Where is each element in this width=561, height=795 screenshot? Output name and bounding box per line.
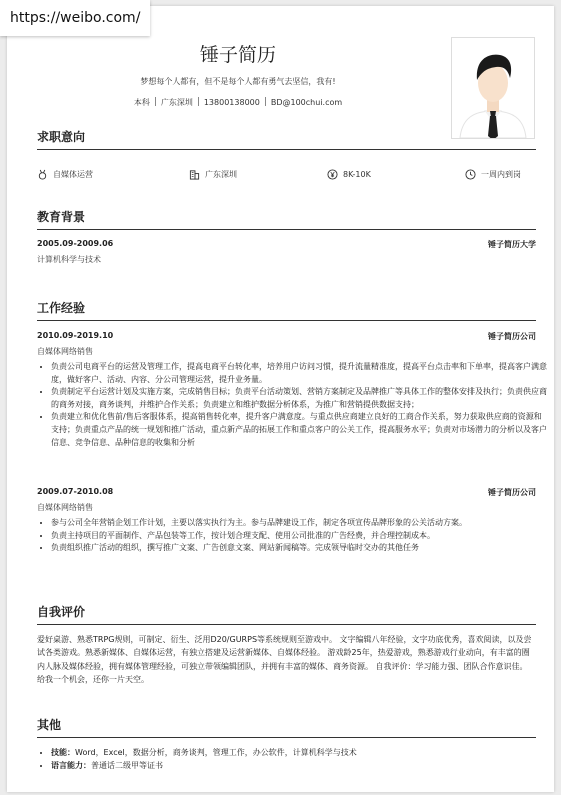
contact-phone: 13800138000	[203, 98, 260, 107]
list-item: • 负责建立和优化售前/售后客服体系，提高销售转化率，提升客户满意度。与重点供应商建立良好的工商合作关系，努力获取供应商的资源和支持；负责重点产品的统一规划和推广活动，重点新产品的拓展工作和重点客户的公关工作，提高服务水平；负责对市场潜力的分析以及客户信息、竞争信息、品种信息的收集和分析	[51, 411, 547, 449]
contact-line	[7, 97, 469, 108]
building-icon	[189, 169, 200, 180]
medal-icon	[37, 169, 48, 180]
intent-city	[189, 169, 237, 180]
divider	[155, 97, 156, 106]
self-eval-section	[37, 603, 536, 625]
job-date: 2009.07-2010.08	[37, 487, 114, 496]
clock-icon	[465, 169, 476, 180]
job-company: 锤子简历公司	[488, 488, 536, 497]
intent-arrival-text: 一周内到岗	[481, 170, 521, 179]
section-title: 求职意向	[37, 128, 536, 150]
other-list	[37, 747, 547, 772]
job-role: 自媒体网络销售	[37, 347, 93, 356]
avatar-icon	[452, 38, 534, 138]
intent-salary-text: 8K-10K	[343, 170, 371, 179]
intent-job-text: 自媒体运营	[53, 170, 93, 179]
job-row	[37, 487, 536, 496]
education-row	[37, 239, 536, 248]
work-section	[37, 299, 536, 321]
education-school: 锤子简历大学	[488, 240, 536, 249]
education-date: 2005.09-2009.06	[37, 239, 114, 248]
divider	[198, 97, 199, 106]
url-watermark: https://weibo.com/	[0, 0, 150, 36]
contact-degree: 本科	[133, 98, 150, 107]
intent-city-text: 广东深圳	[205, 170, 237, 179]
education-major: 计算机科学与技术	[37, 255, 101, 264]
other-section	[37, 716, 536, 738]
skill-label: 技能：	[51, 748, 75, 757]
divider	[265, 97, 266, 106]
list-item	[51, 747, 547, 760]
job-bullets	[37, 517, 547, 555]
list-item: • 负责制定平台运营计划及实施方案，完成销售目标；负责平台活动策划、营销方案制定及品牌推广等具体工作的整体安排及执行；负责供应商的商务对接，商务谈判，并维护合作关系；负责建立和维护数据分析体系，为推广和营销提供数据支持；	[51, 386, 547, 411]
skill-text: Word，Excel，数据分析，商务谈判，管理工作，办公软件，计算机科学与技术	[75, 748, 357, 757]
job-company: 锤子简历公司	[488, 332, 536, 341]
list-item: • 负责公司电商平台的运营及管理工作，提高电商平台转化率，培养用户访问习惯，提升流量精准度，提高平台点击率和下单率，提高客户满意度，做好客户、活动、内容、分公司管理运营，提升业务量。	[51, 361, 547, 386]
intent-section	[37, 128, 536, 150]
list-item: • 参与公司全年营销企划工作计划，主要以落实执行为主。参与品牌建设工作，制定各项宣传品牌形象的公关活动方案。	[51, 517, 547, 530]
section-title: 自我评价	[37, 603, 536, 625]
self-eval-text: 爱好桌游、熟悉TRPG规则，可制定、衍生、泛用D20/GURPS等系统规则至游戏中。 文字编辑八年经验，文字功底优秀，喜欢阅读，以及尝试各类游戏。熟悉新媒体、自媒体运营，有独立搭建及运营新媒体、自媒体经验。 游戏龄25年，热爱游戏，熟悉游戏行业动向，有丰富的圈内人脉及媒体经验，拥有媒体管理经验，可独立带领编辑团队，并拥有丰富的媒体、商务资源。 自我评价：学习能力强、团队合作意识佳。 给我一个机会，还你一片天空。	[37, 635, 532, 685]
list-item: • 负责组织推广活动的组织，撰写推广文案、广告创意文案、网站新闻稿等。完成领导临时交办的其他任务	[51, 542, 547, 555]
contact-email: BD@100chui.com	[270, 98, 343, 107]
language-text: 普通话二级甲等证书	[91, 760, 163, 770]
contact-location: 广东深圳	[160, 98, 193, 107]
section-title: 其他	[37, 716, 536, 738]
resume-motto: 梦想每个人都有，但不是每个人都有勇气去坚信，我有!	[140, 77, 336, 86]
intent-job	[37, 169, 93, 180]
section-title: 教育背景	[37, 208, 536, 230]
list-item	[51, 760, 547, 773]
job-bullets	[37, 361, 547, 449]
intent-arrival	[465, 169, 521, 180]
resume-name: 锤子简历	[199, 44, 276, 66]
job-row	[37, 331, 536, 340]
education-section	[37, 208, 536, 230]
intent-salary	[327, 169, 371, 180]
resume-page	[7, 6, 554, 792]
list-item: • 负责主持项目的平面制作、产品包装等工作，按计划合理支配、使用公司批准的广告经费，并合理控制成本。	[51, 530, 547, 543]
job-role: 自媒体网络销售	[37, 503, 93, 512]
yen-icon	[327, 169, 338, 180]
language-label: 语言能力：	[51, 760, 91, 770]
avatar-photo	[451, 37, 535, 139]
section-title: 工作经验	[37, 299, 536, 321]
job-date: 2010.09-2019.10	[37, 331, 114, 340]
